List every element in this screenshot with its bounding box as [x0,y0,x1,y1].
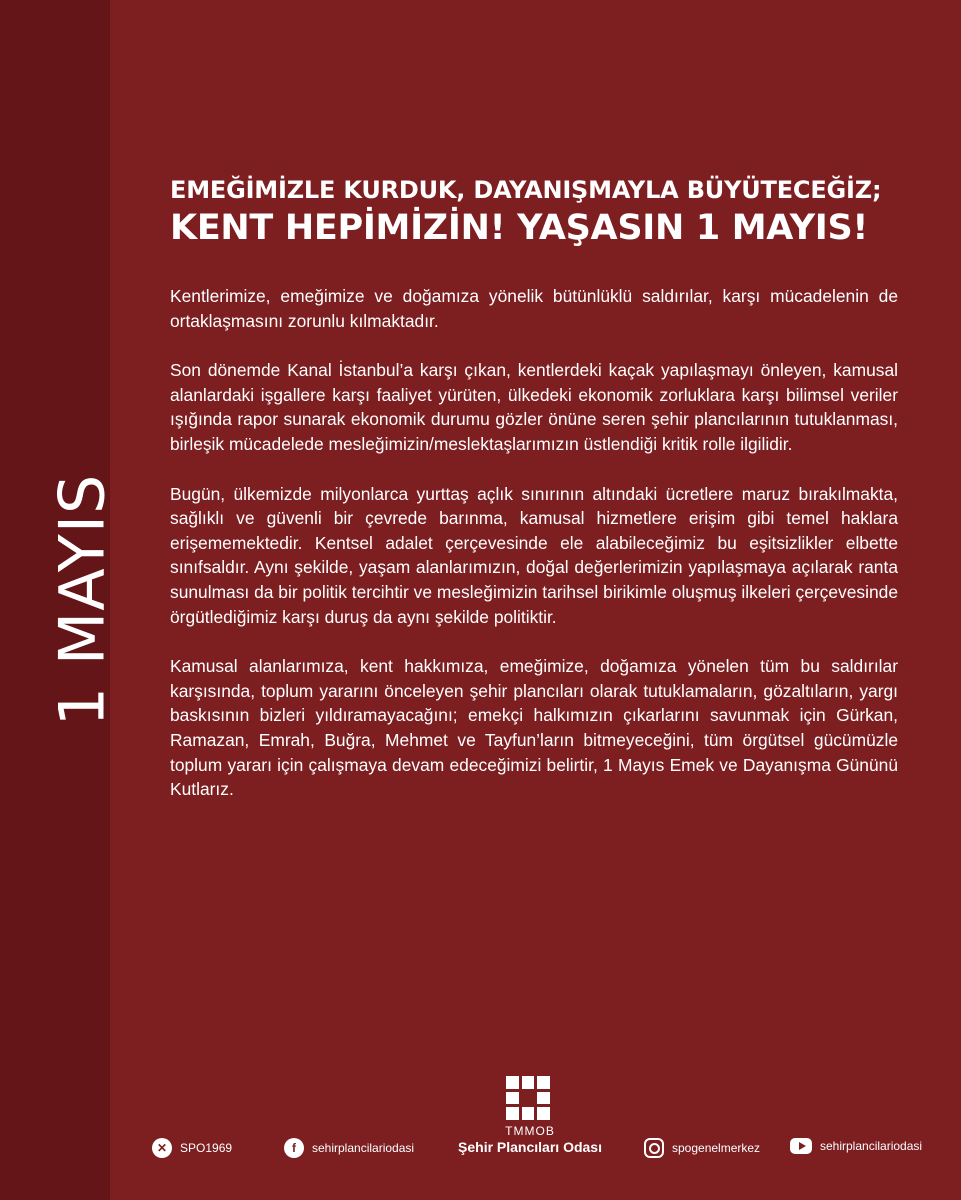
facebook-handle: sehirplancilariodasi [312,1141,415,1155]
side-title: 1 MAYIS [45,473,119,727]
social-youtube[interactable] [790,1138,922,1154]
x-handle: SPO1969 [180,1141,233,1155]
social-facebook[interactable] [284,1138,414,1158]
paragraph-2: Son dönemde Kanal İstanbul’a karşı çıkan, kentlerdeki kaçak yapılaşmayı önleyen, kamusal alanlardaki işgallere karşı faaliyet yürüten, ülkedeki ekonomik zorluklara karşı bilimsel veriler ışığında rapor sunarak ekonomik durumu gözler önüne seren şehir plancılarının tutuklanması, birleşik mücadelede mesleğimizin/meslektaşlarımızın üstlendiği kritik rolle ilgilidir. [170,360,898,454]
social-instagram[interactable] [644,1138,760,1158]
headline [170,174,910,250]
headline-line-2: KENT HEPİMİZİN! YAŞASIN 1 MAYIS! [170,208,869,248]
side-band [0,0,119,1200]
instagram-handle: spogenelmerkez [672,1141,761,1155]
organization-block [454,1124,606,1156]
headline-line-1: EMEĞİMİZLE KURDUK, DAYANIŞMAYLA BÜYÜTECEĞİZ; [170,176,882,204]
x-icon: ✕ [152,1138,172,1158]
youtube-icon [790,1138,812,1154]
org-name: Şehir Plancıları Odası [458,1139,602,1155]
paragraph-1: Kentlerimize, emeğimize ve doğamıza yönelik bütünlüklü saldırılar, karşı mücadelenin de ortaklaşmasını zorunlu kılmaktadır. [170,286,898,331]
youtube-handle: sehirplancilariodasi [820,1139,923,1153]
facebook-icon: f [284,1138,304,1158]
social-x[interactable] [152,1138,232,1158]
instagram-icon [644,1138,664,1158]
paragraph-4: Kamusal alanlarımıza, kent hakkımıza, emeğimize, doğamıza yönelen tüm bu saldırılar karşısında, toplum yararını önceleyen şehir plancıları olarak tutuklamaların, gözaltıların, yargı baskısının bizleri yıldıramayacağını; emekçi halkımızın çıkarlarını savunmak için Gürkan, Ramazan, Emrah, Buğra, Mehmet ve Tayfun’ların bitmeyeceğini, tüm örgütsel gücümüzle toplum yararı için çalışmaya devam edeceğimizi belirtir, 1 Mayıs Emek ve Dayanışma Gününü Kutlarız. [170,656,898,800]
statement-body [170,284,898,827]
spo-logo-icon [506,1076,550,1120]
paragraph-3: Bugün, ülkemizde milyonlarca yurttaş açlık sınırının altındaki ücretlere maruz bırakılmakta, sağlıklı ve güvenli bir çevrede barınma, kamusal hizmetlere erişim gibi temel haklara erişememektedir. Kentsel adalet çerçevesinde ele alabileceğimiz bu eşitsizlikler elbette sınıfsaldır. Aynı şekilde, yaşam alanlarımızın, doğal değerlerimizin yapılaşmaya açılarak ranta sunulması da bir politik tercihtir ve mesleğimizin tarihsel birikimle oluşmuş ilkeleri çerçevesinde örgütlediğimiz karşı duruş da aynı şekilde politiktir. [170,483,898,627]
org-top-label: TMMOB [505,1124,555,1138]
